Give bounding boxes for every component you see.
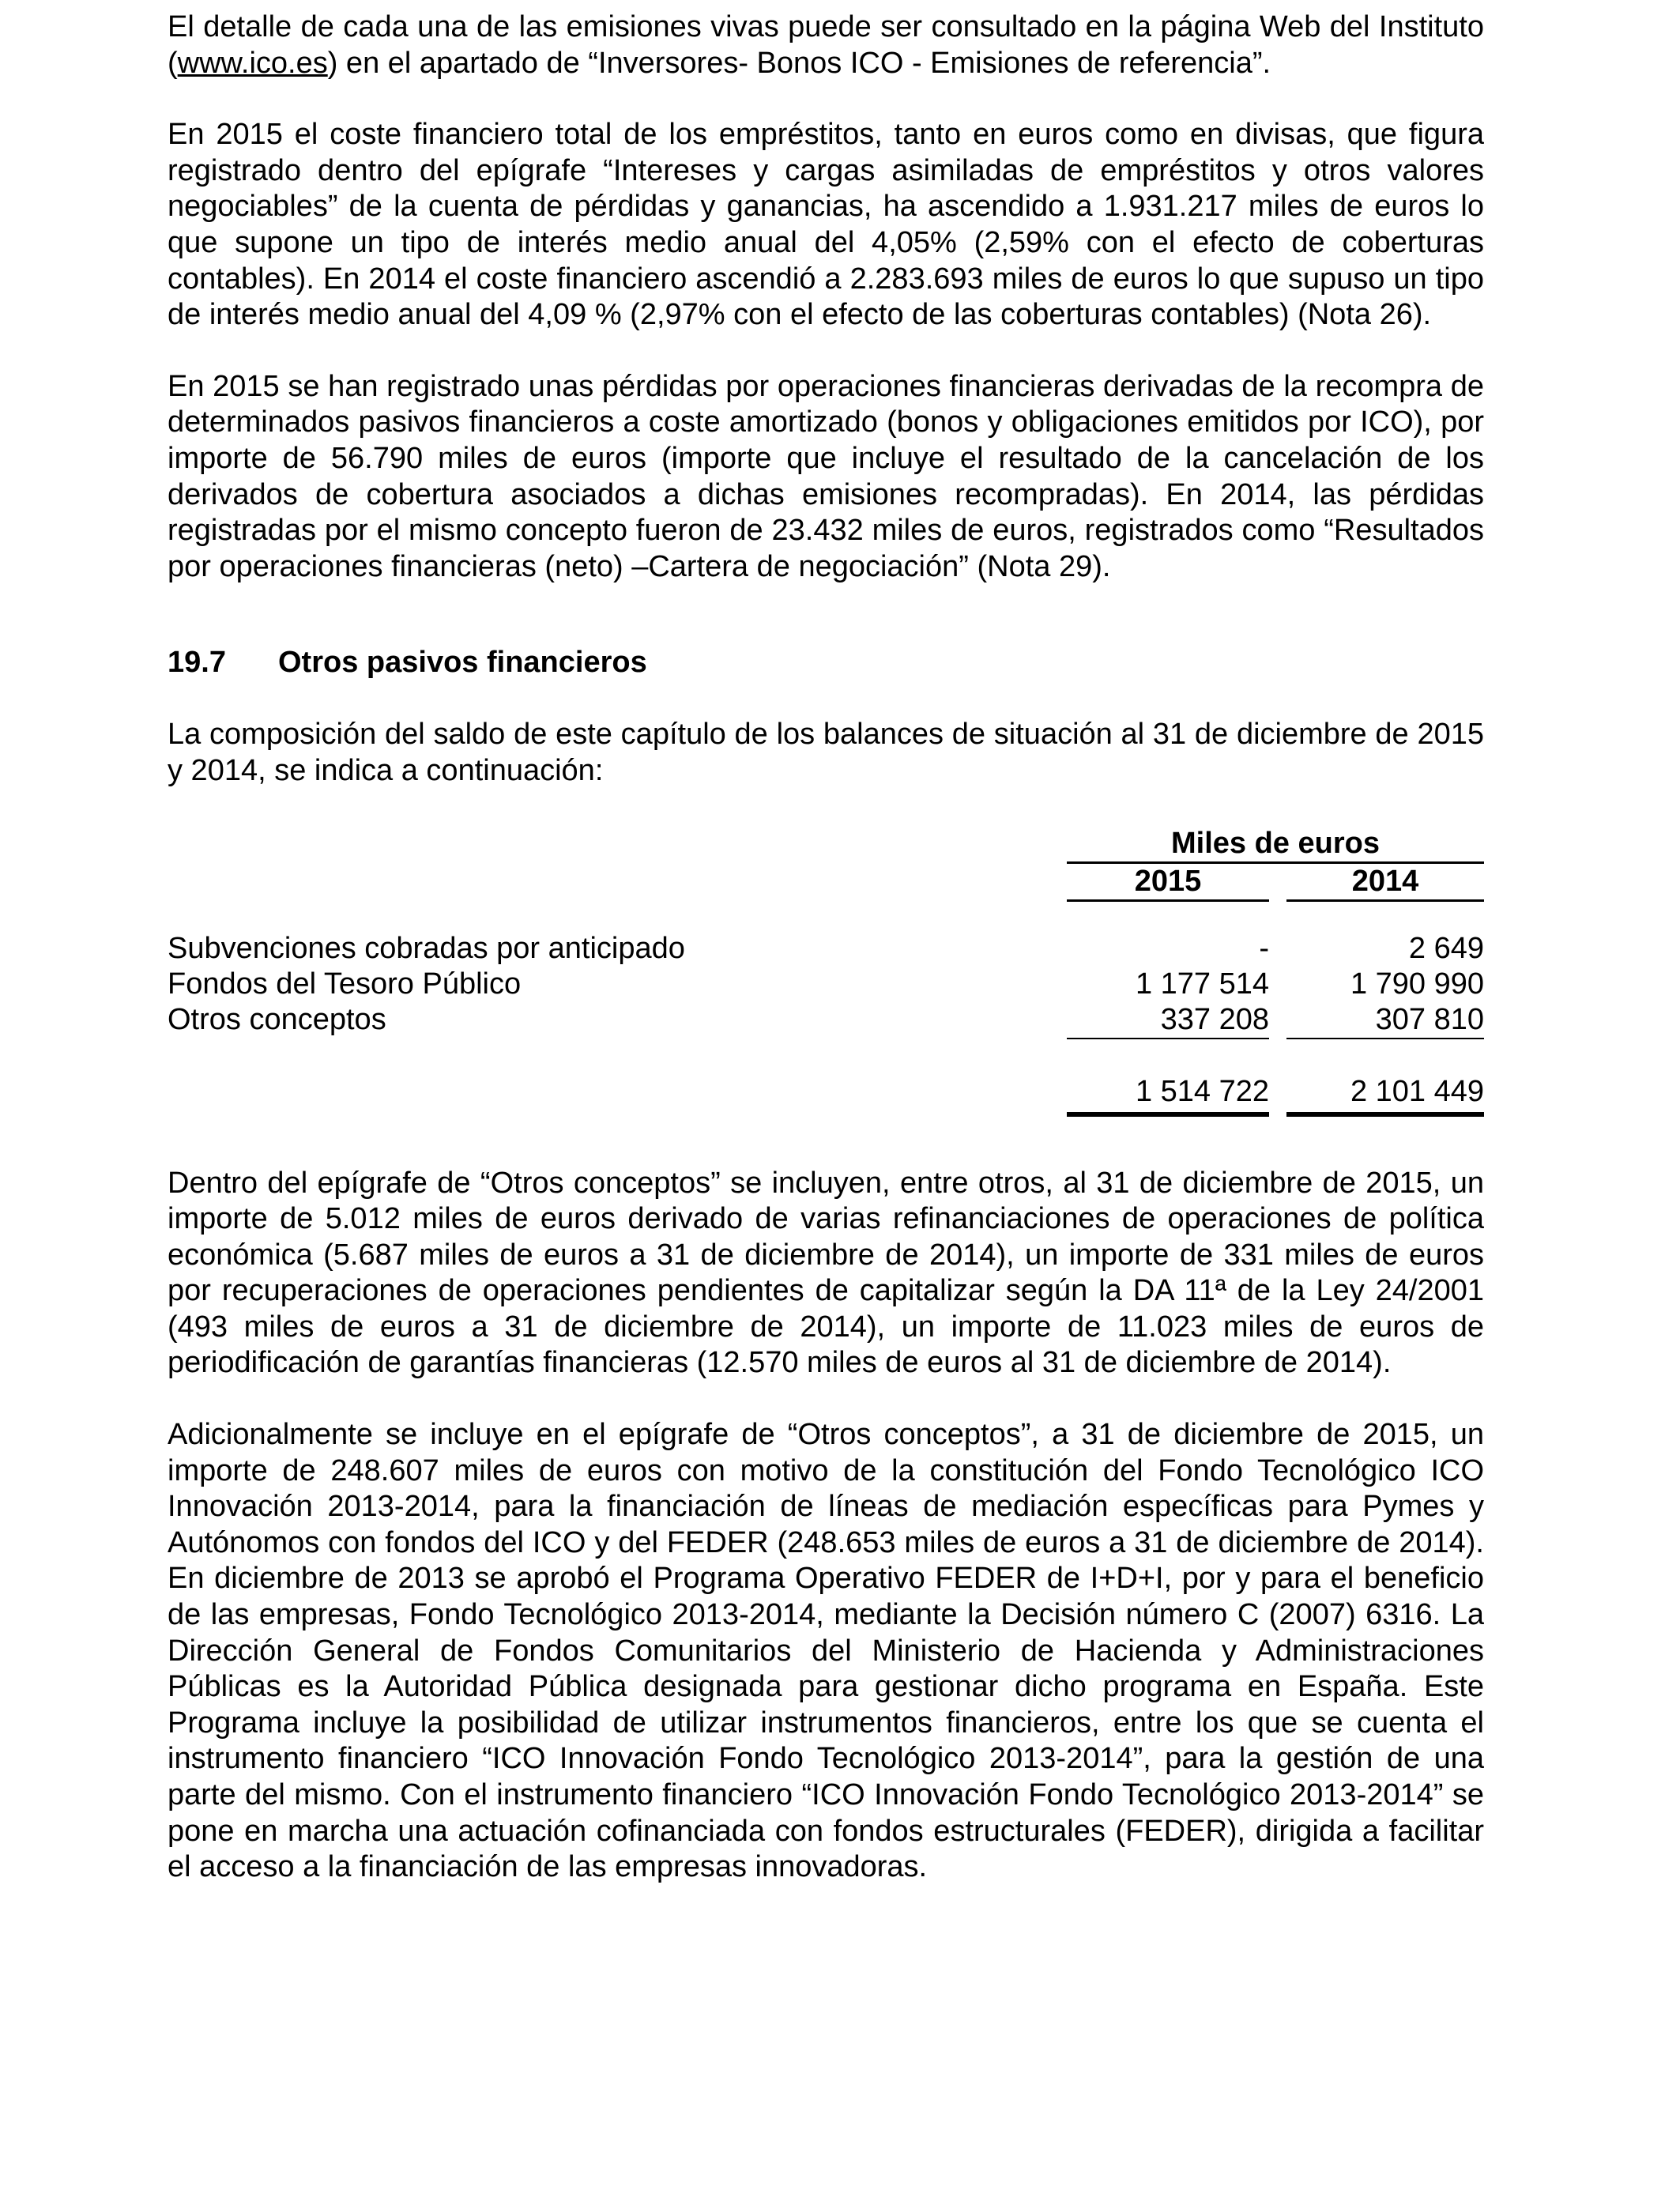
section-intro: La composición del saldo de este capítulo de los balances de situación al 31 de diciembre de 2015 y 2014, se indica a continuación: <box>168 718 1484 787</box>
total-value-2014: 2 101 449 <box>1350 1074 1484 1108</box>
row-label: Fondos del Tesoro Público <box>168 967 522 1001</box>
row-label: Otros conceptos <box>168 1002 386 1036</box>
table-row <box>168 931 1484 967</box>
row-value-2015: 337 208 <box>1160 1002 1269 1036</box>
column-header-2015: 2015 <box>1067 864 1269 902</box>
table-units-header: Miles de euros <box>1067 826 1484 864</box>
paragraph-text: ) en el apartado de “Inversores- Bonos ICO - Emisiones de referencia”. <box>327 46 1271 80</box>
row-value-2014: 1 790 990 <box>1350 967 1484 1001</box>
section-title: Otros pasivos financieros <box>278 646 647 680</box>
table-total-row <box>168 1074 1484 1110</box>
subtotal-rule-2014 <box>1286 1038 1484 1039</box>
table-row <box>168 1002 1484 1038</box>
paragraph-fondo-tecnologico: Adicionalmente se incluye en el epígrafe de “Otros conceptos”, a 31 de diciembre de 2015, un importe de 248.607 miles de euros con motivo de la constitución del Fondo Tecnológico ICO Innovación 2013-2014, para la financiación de líneas de mediación específicas para Pymes y Autónomos con fondos del ICO y del FEDER (248.653 miles de euros a 31 de diciembre de 2014). En diciembre de 2013 se aprobó el Programa Operativo FEDER de I+D+I, por y para el beneficio de las empresas, Fondo Tecnológico 2013-2014, mediante la Decisión número C (2007) 6316. La Dirección General de Fondos Comunitarios del Ministerio de Hacienda y Administraciones Públicas es la Autoridad Pública designada para gestionar dicho programa en España. Este Programa incluye la posibilidad de utilizar instrumentos financieros, entre los que se cuenta el instrumento financiero “ICO Innovación Fondo Tecnológico 2013-2014”, para la gestión de una parte del mismo. Con el instrumento financiero “ICO Innovación Fondo Tecnológico 2013-2014” se pone en marcha una actuación cofinanciada con fondos estructurales (FEDER), dirigida a facilitar el acceso a la financiación de las empresas innovadoras. <box>168 1418 1484 1884</box>
paragraph-emisiones-vivas <box>168 9 1484 81</box>
ico-website-link[interactable]: www.ico.es <box>177 46 328 80</box>
section-number: 19.7 <box>168 646 226 680</box>
total-value-2015: 1 514 722 <box>1135 1074 1269 1108</box>
row-value-2014: 307 810 <box>1375 1002 1484 1036</box>
row-label: Subvenciones cobradas por anticipado <box>168 931 685 965</box>
total-rule-2015 <box>1067 1112 1269 1117</box>
section-heading <box>168 645 1484 680</box>
paragraph-text: El detalle de cada una de las emisiones vivas puede ser consultado en la página Web del Instituto ( <box>168 10 1484 80</box>
paragraph-perdidas-recompra: En 2015 se han registrado unas pérdidas por operaciones financieras derivadas de la recompra de determinados pasivos financieros a coste amortizado (bonos y obligaciones emitidos por ICO), por importe de 56.790 miles de euros (importe que incluye el resultado de la cancelación de los derivados de cobertura asociados a dichas emisiones recompradas). En 2014, las pérdidas registradas por el mismo concepto fueron de 23.432 miles de euros, registrados como “Resultados por operaciones financieras (neto) –Cartera de negociación” (Nota 29). <box>168 369 1484 583</box>
document-page <box>168 9 1484 1886</box>
otros-pasivos-table <box>168 826 1484 1166</box>
subtotal-rule-2015 <box>1067 1038 1269 1039</box>
column-header-2014: 2014 <box>1286 864 1484 902</box>
total-rule-2014 <box>1286 1112 1484 1117</box>
row-value-2015: 1 177 514 <box>1135 967 1269 1001</box>
paragraph-otros-conceptos: Dentro del epígrafe de “Otros conceptos” se incluyen, entre otros, al 31 de diciembre de 2015, un importe de 5.012 miles de euros derivado de varias refinanciaciones de operaciones de política económica (5.687 miles de euros a 31 de diciembre de 2014), un importe de 331 miles de euros por recuperaciones de operaciones pendientes de capitalizar según la DA 11ª de la Ley 24/2001 (493 miles de euros a 31 de diciembre de 2014), un importe de 11.023 miles de euros de periodificación de garantías financieras (12.570 miles de euros al 31 de diciembre de 2014). <box>168 1166 1484 1380</box>
table-row <box>168 967 1484 1002</box>
row-value-2014: 2 649 <box>1408 931 1484 965</box>
paragraph-coste-financiero: En 2015 el coste financiero total de los empréstitos, tanto en euros como en divisas, que figura registrado dentro del epígrafe “Intereses y cargas asimiladas de empréstitos y otros valores negociables” de la cuenta de pérdidas y ganancias, ha ascendido a 1.931.217 miles de euros lo que supone un tipo de interés medio anual del 4,05% (2,59% con el efecto de coberturas contables). En 2014 el coste financiero ascendió a 2.283.693 miles de euros lo que supuso un tipo de interés medio anual del 4,09 % (2,97% con el efecto de las coberturas contables) (Nota 26). <box>168 118 1484 332</box>
row-value-2015: - <box>1259 931 1269 965</box>
